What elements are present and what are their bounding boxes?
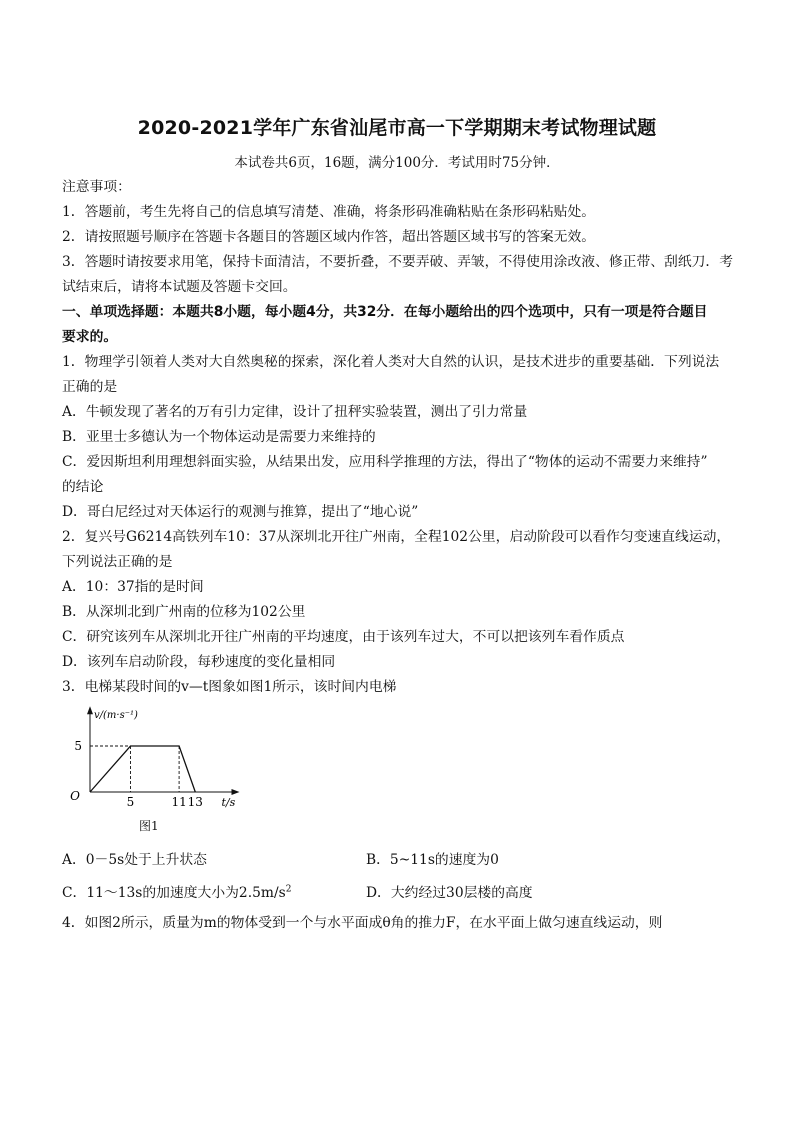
y-axis-arrow [87,706,93,714]
x-tick-label: 13 [187,795,203,809]
y-axis-label: v/(m·s⁻¹) [94,710,138,721]
q3-option-a: A．0－5s处于上升状态 [62,852,207,868]
q4-stem: 4．如图2所示，质量为m的物体受到一个与水平面成θ角的推力F，在水平面上做匀速直线运动，则 [62,915,663,931]
q3-option-d: D．大约经过30层楼的高度 [366,885,533,901]
q1-option-c-cont: 的结论 [62,479,104,495]
notice-item-3: 3．答题时请按要求用笔，保持卡面清洁，不要折叠，不要弄破、弄皱，不得使用涂改液、修正带、刮纸刀．考 [62,254,734,270]
q2-option-a: A．10：37指的是时间 [62,579,204,595]
vt-graph [70,702,250,814]
y-tick-label: 5 [74,739,82,753]
q3-option-c-text: C．11～13s的加速度大小为2.5m/s [62,885,286,901]
x-tick-label: 5 [126,795,135,809]
q2-option-b: B．从深圳北到广州南的位移为102公里 [62,604,306,620]
page-subtitle: 本试卷共6页，16题，满分100分．考试用时75分钟． [234,155,560,171]
q2-option-c: C．研究该列车从深圳北开往广州南的平均速度，由于该列车过大，不可以把该列车看作质点 [62,629,625,645]
notice-item-1: 1．答题前，考生先将自己的信息填写清楚、准确，将条形码准确粘贴在条形码粘贴处。 [62,204,596,220]
x-axis-arrow [232,789,240,795]
q3-stem: 3．电梯某段时间的v—t图象如图1所示，该时间内电梯 [62,679,397,695]
origin-label: O [70,789,80,803]
q2-option-d: D．该列车启动阶段，每秒速度的变化量相同 [62,654,336,670]
q1-option-a: A．牛顿发现了著名的万有引力定律，设计了扭秤实验装置，测出了引力常量 [62,404,528,420]
q1-option-d: D．哥白尼经过对天体运行的观测与推算，提出了“地心说” [62,504,419,520]
notice-heading: 注意事项： [62,179,131,195]
figure-caption: 图1 [139,819,159,833]
q1-stem-cont: 正确的是 [62,379,118,395]
q3-option-b: B．5~11s的速度为0 [366,852,499,868]
section-heading: 一、单项选择题：本题共8小题，每小题4分，共32分．在每小题给出的四个选项中，只有一项是符合题目 [62,304,708,320]
q1-option-b: B．亚里士多德认为一个物体运动是需要力来维持的 [62,429,376,445]
x-axis-label: t/s [221,796,236,809]
q3-option-c-exponent: 2 [285,884,292,895]
q3-option-c [62,881,291,901]
notice-item-3-cont: 试结束后，请将本试题及答题卡交回。 [62,279,297,295]
q2-stem: 2．复兴号G6214高铁列车10：37从深圳北开往广州南，全程102公里，启动阶段可以看作匀变速直线运动， [62,529,731,545]
q1-stem: 1．物理学引领着人类对大自然奥秘的探索，深化着人类对大自然的认识，是技术进步的重要基础．下列说法 [62,354,720,370]
q2-stem-cont: 下列说法正确的是 [62,554,173,570]
notice-item-2: 2．请按照题号顺序在答题卡各题目的答题区域内作答，超出答题区域书写的答案无效。 [62,229,596,245]
q1-option-c: C．爱因斯坦利用理想斜面实验，从结果出发，应用科学推理的方法，得出了“物体的运动不需要力来维持” [62,454,708,470]
section-heading-cont: 要求的。 [62,329,118,345]
page-title: 2020-2021学年广东省汕尾市高一下学期期末考试物理试题 [137,117,657,139]
x-tick-label: 11 [171,795,187,809]
